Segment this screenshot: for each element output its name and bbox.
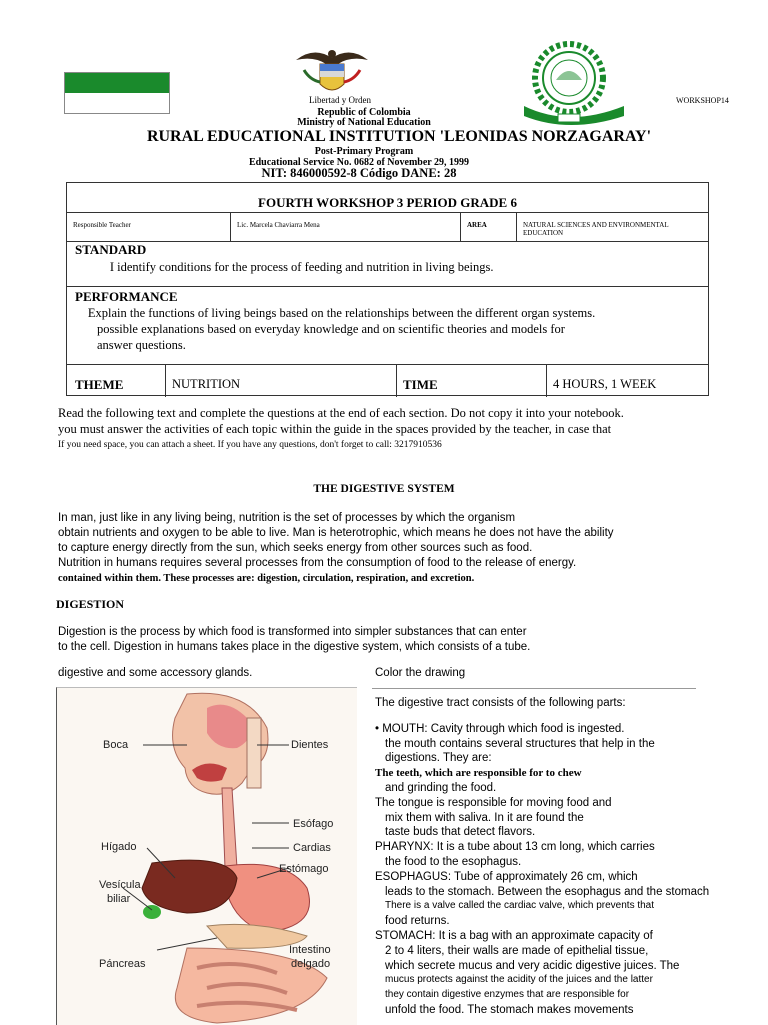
label-delgado: delgado xyxy=(291,958,331,970)
label-esofago: Esófago xyxy=(293,818,334,830)
parts-intro: The digestive tract consists of the following parts: xyxy=(375,697,626,709)
nutrition-line-5: contained within them. These processes are: digestion, circulation, respiration, and excretion. xyxy=(58,573,475,584)
time-label: TIME xyxy=(397,365,547,397)
color-drawing-label: Color the drawing xyxy=(375,667,466,679)
esophagus-line-1: ESOPHAGUS: Tube of approximately 26 cm, which xyxy=(375,870,638,883)
tongue-line-2: mix them with saliva. In it are found the xyxy=(385,811,584,824)
teacher-label: Responsible Teacher xyxy=(67,213,231,241)
workshop-info-table xyxy=(66,182,709,396)
tongue-line-3: taste buds that detect flavors. xyxy=(385,826,536,839)
stomach-line-1: STOMACH: It is a bag with an approximate capacity of xyxy=(375,929,653,942)
area-label: AREA xyxy=(461,213,517,241)
nutrition-line-4: Nutrition in humans requires several processes from the consumption of food to the release of energy. xyxy=(58,557,577,569)
theme-label: THEME xyxy=(67,365,166,397)
nutrition-line-2: obtain nutrients and oxygen to be able to live. Man is heterotrophic, which means he does not have the ability xyxy=(58,527,614,539)
label-boca: Boca xyxy=(103,739,129,751)
label-pancreas: Páncreas xyxy=(99,958,146,970)
teeth-line-2: and grinding the food. xyxy=(385,781,497,794)
table-title-row xyxy=(67,183,708,213)
standard-label: STANDARD xyxy=(75,242,147,257)
label-estomago: Estómago xyxy=(279,863,329,875)
coat-of-arms-icon xyxy=(290,44,374,100)
mouth-line-3: digestions. They are: xyxy=(385,752,492,765)
teacher-row xyxy=(67,213,708,242)
nit-line: NIT: 846000592-8 Código DANE: 28 xyxy=(261,166,457,180)
nutrition-line-1: In man, just like in any living being, nutrition is the set of processes by which the organism xyxy=(58,512,516,524)
intro-line-2: you must answer the activities of each topic within the guide in the spaces provided by the teacher, in case that xyxy=(58,422,612,436)
divider xyxy=(372,688,696,689)
workshop-title: FOURTH WORKSHOP 3 PERIOD GRADE 6 xyxy=(258,195,517,210)
label-cardias: Cardias xyxy=(293,842,331,854)
nutrition-line-3: to capture energy directly from the sun, which seeks energy from other sources such as food. xyxy=(58,542,533,554)
esophagus-line-4: food returns. xyxy=(385,915,450,928)
mouth-line-2: the mouth contains several structures that help in the xyxy=(385,737,655,750)
institution-name: RURAL EDUCATIONAL INSTITUTION 'LEONIDAS NORZAGARAY' xyxy=(146,128,652,145)
standard-row xyxy=(67,242,708,287)
stomach-line-5: they contain digestive enzymes that are responsible for xyxy=(385,989,630,1001)
theme-value: NUTRITION xyxy=(166,365,397,397)
area-value: NATURAL SCIENCES AND ENVIRONMENTAL EDUCATION xyxy=(523,221,669,237)
digestive-parts-list xyxy=(375,696,720,1018)
stomach-line-3: which secrete mucus and very acidic digestive juices. The xyxy=(385,959,680,972)
esophagus-line-3: There is a valve called the cardiac valve, which prevents that xyxy=(385,900,655,912)
tongue-line-1: The tongue is responsible for moving food and xyxy=(375,796,612,809)
intro-line-3: If you need space, you can attach a sheet. If you have any questions, don't forget to call: 3217910536 xyxy=(58,440,442,450)
intro-line-1: Read the following text and complete the questions at the end of each section. Do not copy it into your notebook. xyxy=(58,406,624,420)
stomach-line-4: mucus protects against the acidity of the juices and the latter xyxy=(385,974,653,986)
teacher-name: Lic. Marcela Chaviarra Mena xyxy=(231,213,461,241)
digestion-line-3: digestive and some accessory glands. xyxy=(58,667,253,679)
service-line: Educational Service No. 0682 of November 29, 1999 xyxy=(248,157,470,168)
performance-line-1: Explain the functions of living beings based on the relationships between the different organ systems. xyxy=(75,306,583,320)
stomach-line-6: unfold the food. The stomach makes movements xyxy=(385,1003,634,1016)
nutrition-paragraph xyxy=(58,511,698,586)
republic-line: Republic of Colombia xyxy=(317,107,411,118)
program-line: Post-Primary Program xyxy=(314,146,414,157)
performance-line-3: answer questions. xyxy=(97,338,186,352)
digestion-heading: DIGESTION xyxy=(56,597,125,611)
workshop-code: WORKSHOP14 xyxy=(676,96,729,105)
theme-row xyxy=(67,365,708,397)
coat-of-arms-caption: Libertad y Orden xyxy=(309,95,371,105)
mouth-text-1: • MOUTH: Cavity through which food is ingested. xyxy=(375,722,625,735)
stomach-line-2: 2 to 4 liters, their walls are made of epithelial tissue, xyxy=(385,944,649,957)
performance-line-2: possible explanations based on everyday knowledge and on scientific theories and models for xyxy=(97,322,565,336)
pharynx-line-2: the food to the esophagus. xyxy=(385,855,522,868)
label-intestino: Intestino xyxy=(289,944,331,956)
digestion-line-1: Digestion is the process by which food is transformed into simpler substances that can enter xyxy=(58,626,527,638)
standard-text: I identify conditions for the process of feeding and nutrition in living beings. xyxy=(97,260,481,274)
label-biliar: biliar xyxy=(107,893,131,905)
label-dientes: Dientes xyxy=(291,739,329,751)
label-vesicula: Vesícula xyxy=(99,879,141,891)
esophagus-line-2: leads to the stomach. Between the esophagus and the stomach xyxy=(385,885,710,898)
mouth-line-1 xyxy=(375,722,717,737)
time-value: 4 HOURS, 1 WEEK xyxy=(553,377,657,391)
section-title: THE DIGESTIVE SYSTEM xyxy=(313,483,455,495)
performance-row xyxy=(67,287,708,365)
digestion-paragraph xyxy=(58,625,618,655)
performance-label: PERFORMANCE xyxy=(75,289,178,304)
digestive-system-figure xyxy=(56,687,357,1025)
pharynx-line-1: PHARYNX: It is a tube about 13 cm long, which carries xyxy=(375,841,655,854)
digestion-line-2: to the cell. Digestion in humans takes place in the digestive system, which consists of a tube. xyxy=(58,641,531,653)
ministry-line: Ministry of National Education xyxy=(297,117,431,128)
teeth-line-1: The teeth, which are responsible for to chew xyxy=(375,767,582,780)
label-higado: Hígado xyxy=(101,841,137,853)
